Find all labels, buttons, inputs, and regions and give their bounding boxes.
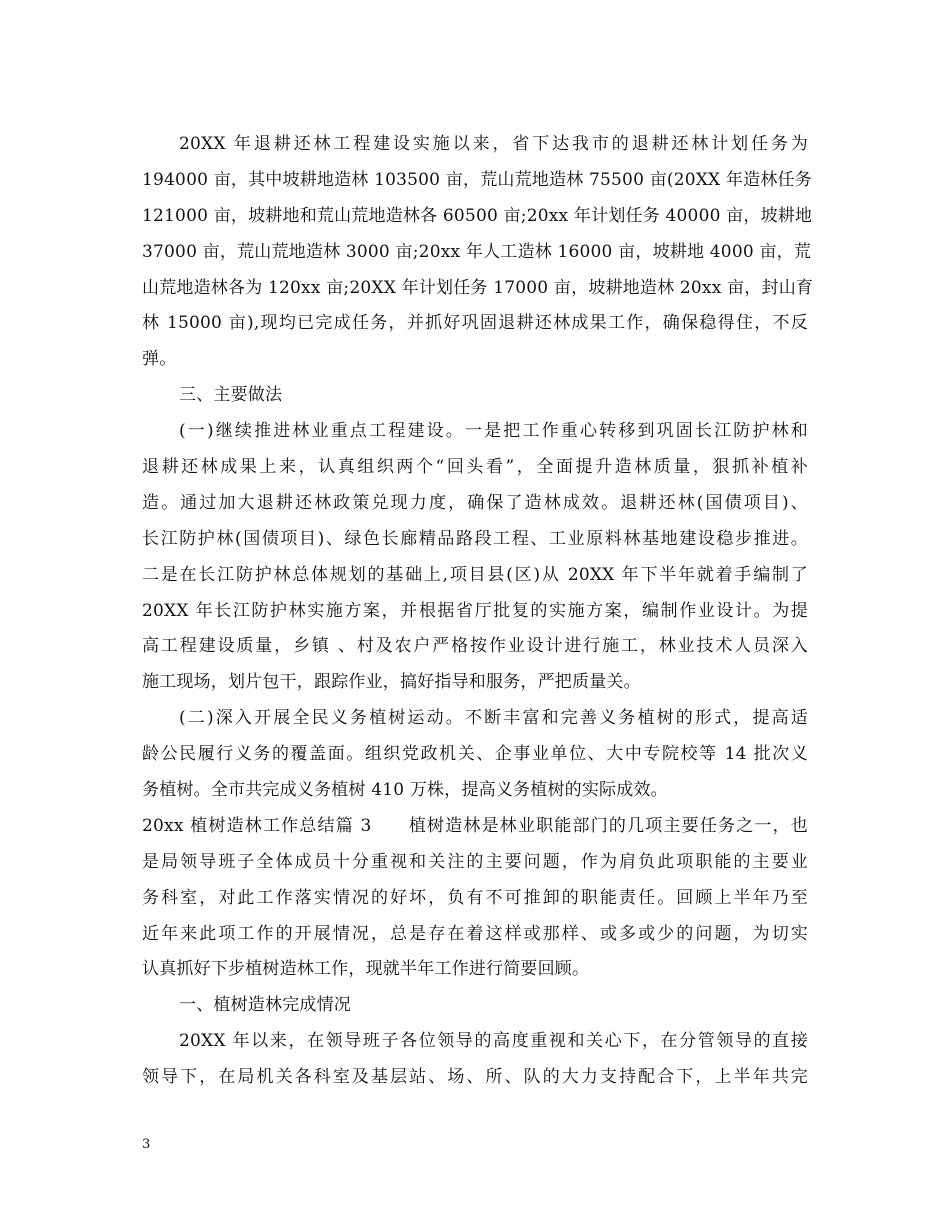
text-line: 退耕还林成果上来，认真组织两个“回头看”，全面提升造林质量，狠抓补植补 [142, 457, 808, 478]
text-line: 长江防护林(国债项目)、绿色长廊精品路段工程、工业原料林基地建设稳步推进。 [142, 528, 808, 549]
text-line: 认真抓好下步植树造林工作，现就半年工作进行简要回顾。 [142, 959, 590, 980]
text-line: 20xx 植树造林工作总结篇 3 植树造林是林业职能部门的几项主要任务之一，也 [142, 815, 808, 836]
text-line: 是局领导班子全体成员十分重视和关注的主要问题，作为肩负此项职能的主要业 [142, 851, 808, 872]
text-line: 造。通过加大退耕还林政策兑现力度，确保了造林成效。退耕还林(国债项目)、 [142, 492, 808, 513]
text-line: 施工现场，划片包干，跟踪作业，搞好指导和服务，严把质量关。 [142, 672, 641, 693]
text-line: 弹。 [142, 349, 177, 370]
text-line: (二)深入开展全民义务植树运动。不断丰富和完善义务植树的形式，提高适 [179, 708, 808, 729]
text-line: 一、植树造林完成情况 [179, 995, 351, 1016]
text-line: 三、主要做法 [179, 385, 283, 406]
text-line: 领导下，在局机关各科室及基层站、场、所、队的大力支持配合下，上半年共完 [142, 1067, 808, 1088]
text-line: 山荒地造林各为 120xx 亩;20XX 年计划任务 17000 亩，坡耕地造林 20xx 亩，封山育 [142, 277, 814, 298]
text-line: (一)继续推进林业重点工程建设。一是把工作重心转移到巩固长江防护林和 [179, 421, 808, 442]
text-line: 37000 亩，荒山荒地造林 3000 亩;20xx 年人工造林 16000 亩，坡耕地 4000 亩，荒 [142, 241, 812, 262]
text-line: 121000 亩，坡耕地和荒山荒地造林各 60500 亩;20xx 年计划任务 40000 亩，坡耕地 [142, 205, 813, 226]
text-line: 务科室，对此工作落实情况的好坏，负有不可推卸的职能责任。回顾上半年乃至 [142, 887, 808, 908]
document-body [142, 127, 814, 1096]
text-line: 务植树。全市共完成义务植树 410 万株，提高义务植树的实际成效。 [142, 780, 668, 801]
text-line: 20XX 年退耕还林工程建设实施以来，省下达我市的退耕还林计划任务为 [179, 134, 808, 154]
text-line: 20XX 年以来，在领导班子各位领导的高度重视和关心下，在分管领导的直接 [179, 1031, 808, 1052]
text-line: 194000 亩，其中坡耕地造林 103500 亩，荒山荒地造林 75500 亩(20XX 年造林任务 [142, 169, 812, 190]
text-line: 20XX 年长江防护林实施方案，并根据省厅批复的实施方案，编制作业设计。为提 [142, 600, 808, 621]
text-line: 高工程建设质量，乡镇 、村及农户严格按作业设计进行施工，林业技术人员深入 [142, 636, 808, 657]
text-line: 近年来此项工作的开展情况，总是存在着这样或那样、或多或少的问题，为切实 [142, 923, 808, 944]
text-line: 龄公民履行义务的覆盖面。组织党政机关、企事业单位、大中专院校等 14 批次义 [142, 744, 808, 765]
text-line: 二是在长江防护林总体规划的基础上,项目县(区)从 20XX 年下半年就着手编制了 [142, 564, 808, 585]
page-number: 3 [142, 1137, 151, 1152]
text-line: 林 15000 亩),现均已完成任务，并抓好巩固退耕还林成果工作，确保稳得住，不反 [142, 313, 808, 334]
